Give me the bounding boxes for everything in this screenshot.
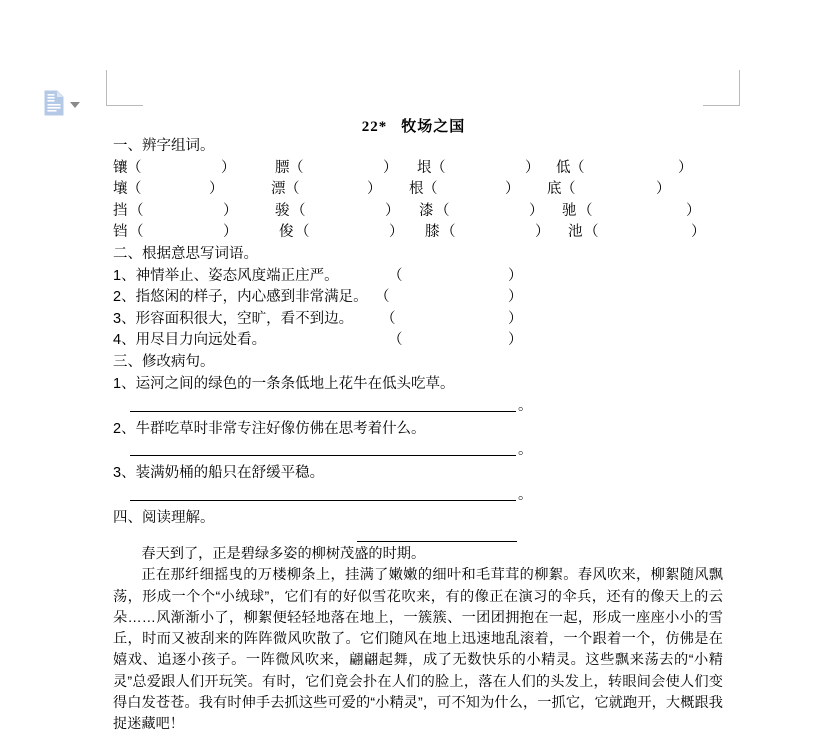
- paren-open-m1: （: [388, 267, 403, 284]
- paren-close-4-3: ）: [535, 224, 550, 240]
- paren-open-4-2: （: [295, 224, 310, 240]
- paren-close-2-3: ）: [505, 181, 520, 197]
- section-two-items: [113, 266, 613, 352]
- char-cell-4-2: 俊: [279, 224, 294, 240]
- answer-period-1: 。: [518, 397, 533, 414]
- answer-blank-1[interactable]: [113, 396, 613, 419]
- paren-open-3-3: （: [435, 202, 450, 219]
- section-four-heading: 四、阅读理解。: [113, 510, 215, 526]
- title-number: 22*: [361, 119, 388, 135]
- paren-open-2-3: （: [423, 181, 438, 197]
- paren-open-1-1: （: [127, 159, 142, 176]
- paren-close-4-4: ）: [691, 224, 706, 240]
- answer-blank-2[interactable]: [113, 440, 613, 463]
- paren-close-3-3: ）: [529, 202, 544, 219]
- paren-close-4-1: ）: [223, 224, 238, 240]
- paren-open-m2: （: [375, 289, 390, 305]
- section-one-grid: [113, 158, 713, 244]
- char-cell-2-3: 根: [409, 181, 424, 197]
- paste-clipboard-icon[interactable]: [44, 90, 65, 116]
- paren-close-m3: ）: [508, 310, 523, 327]
- answer-blank-3[interactable]: [113, 485, 613, 508]
- paren-close-m4: ）: [508, 332, 523, 348]
- meaning-text-1: 1、神情举止、姿态风度端正庄严。: [113, 267, 339, 284]
- answer-rule-line-2: [130, 455, 516, 456]
- bad-sentence-3: 3、装满奶桶的船只在舒缓平稳。: [113, 465, 325, 481]
- page-title: [0, 115, 827, 136]
- paren-open-2-1: （: [127, 181, 142, 197]
- paren-open-1-2: （: [289, 159, 304, 176]
- char-cell-1-1: 镶: [113, 159, 128, 176]
- char-cell-2-1: 壤: [113, 181, 128, 197]
- passage-title-blank[interactable]: [357, 541, 517, 542]
- paren-open-4-3: （: [441, 224, 456, 240]
- paren-open-4-1: （: [129, 224, 144, 240]
- char-cell-3-4: 驰: [562, 202, 577, 219]
- char-cell-3-1: 挡: [113, 202, 128, 219]
- meaning-text-2: 2、指悠闲的样子，内心感到非常满足。: [113, 289, 368, 305]
- char-cell-1-4: 低: [556, 159, 571, 176]
- paren-open-1-4: （: [570, 159, 585, 176]
- paren-open-2-2: （: [285, 181, 300, 197]
- bad-sentence-1: 1、运河之间的绿色的一条条低地上花牛在低头吃草。: [113, 376, 455, 392]
- paren-close-2-1: ）: [209, 181, 224, 197]
- paren-close-1-1: ）: [221, 159, 236, 176]
- char-cell-3-3: 漆: [419, 202, 434, 219]
- char-row: [113, 222, 713, 244]
- paren-close-1-2: ）: [383, 159, 398, 176]
- paren-close-3-4: ）: [686, 202, 701, 219]
- paren-close-m2: ）: [508, 289, 523, 305]
- paren-close-4-2: ）: [389, 224, 404, 240]
- char-cell-1-2: 膘: [275, 159, 290, 176]
- paren-close-2-2: ）: [367, 181, 382, 197]
- title-text: 牧场之国: [401, 119, 466, 135]
- paren-open-3-4: （: [578, 202, 593, 219]
- paren-close-m1: ）: [508, 267, 523, 284]
- page-margin-mark-top-right: [703, 70, 740, 106]
- section-one-heading: 一、辨字组词。: [113, 138, 215, 154]
- paren-close-1-4: ）: [678, 159, 693, 176]
- paren-open-3-2: （: [291, 202, 306, 219]
- section-three-heading: 三、修改病句。: [113, 354, 215, 370]
- char-cell-2-4: 底: [547, 181, 562, 197]
- answer-period-3: 。: [518, 486, 533, 503]
- page-margin-mark-top-left: [106, 70, 143, 106]
- paren-open-m3: （: [381, 310, 396, 327]
- answer-rule-line-1: [130, 411, 516, 412]
- char-cell-4-4: 池: [568, 224, 583, 240]
- passage-paragraph-1: 春天到了，正是碧绿多姿的柳树茂盛的时期。: [141, 546, 426, 562]
- char-cell-3-2: 骏: [275, 202, 290, 219]
- paren-close-2-4: ）: [656, 181, 671, 197]
- paren-close-3-1: ）: [223, 202, 238, 219]
- reading-passage: [113, 544, 723, 736]
- paren-open-3-1: （: [129, 202, 144, 219]
- answer-period-2: 。: [518, 442, 533, 458]
- paren-open-1-3: （: [431, 159, 446, 176]
- char-row: [113, 201, 713, 223]
- passage-paragraph-2: 正在那纤细摇曳的万楼柳条上，挂满了嫩嫩的细叶和毛茸茸的柳絮。春风吹来，柳絮随风飘荡，形成一个个“小绒球”，它们有的好似雪花吹来，有的像正在演习的伞兵，还有的像天上的云朵……风渐渐小了，柳絮便轻轻地落在地上，一簇簇、一团团拥抱在一起，形成一座座小小的雪丘，时而又被刮来的阵阵微风吹散了。它们随风在地上迅速地乱滚着，一个跟着一个，仿佛是在嬉戏、追逐小孩子。一阵微风吹来，翩翩起舞，成了无数快乐的小精灵。这些飘来荡去的“小精灵”总爱跟人们开玩笑。有时，它们竟会扑在人们的脸上，落在人们的头发上，转眼间会使人们变得白发苍苍。我有时伸手去抓这些可爱的“小精灵”，可不知为什么，一抓它，它就跑开，大概跟我捉迷藏吧！: [113, 567, 723, 733]
- char-cell-2-2: 漂: [271, 181, 286, 197]
- paren-open-2-4: （: [561, 181, 576, 197]
- char-row: [113, 179, 713, 201]
- meaning-item: [113, 287, 613, 309]
- paste-options-smart-tag[interactable]: [44, 90, 80, 116]
- char-cell-4-1: 铛: [113, 224, 128, 240]
- section-three-items: [113, 374, 613, 508]
- chevron-down-icon[interactable]: [70, 102, 80, 108]
- meaning-text-3: 3、形容面积很大，空旷，看不到边。: [113, 310, 354, 327]
- paren-open-4-4: （: [584, 224, 599, 240]
- paren-close-1-3: ）: [525, 159, 540, 176]
- char-cell-1-3: 垠: [417, 159, 432, 176]
- meaning-item: [113, 309, 613, 331]
- meaning-item: [113, 266, 613, 288]
- answer-rule-line-3: [130, 500, 516, 501]
- bad-sentence-2: 2、牛群吃草时非常专注好像仿佛在思考着什么。: [113, 420, 426, 437]
- char-cell-4-3: 膝: [425, 224, 440, 240]
- meaning-item: [113, 330, 613, 352]
- paren-close-3-2: ）: [385, 202, 400, 219]
- meaning-text-4: 4、用尽目力向远处看。: [113, 332, 267, 348]
- section-two-heading: 二、根据意思写词语。: [113, 246, 258, 262]
- char-row: [113, 158, 713, 180]
- paren-open-m4: （: [388, 332, 403, 348]
